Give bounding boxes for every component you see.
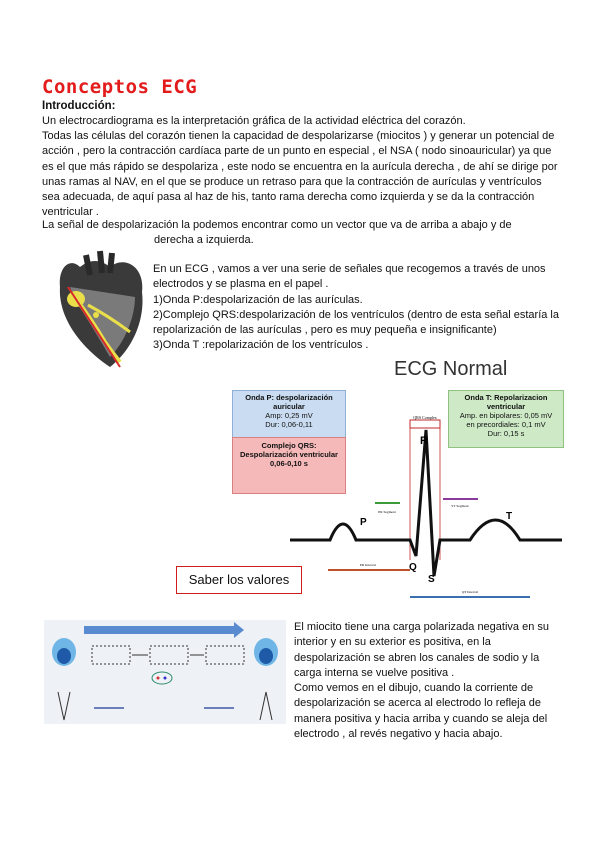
t-wave-box-dur: Dur: 0,15 s bbox=[487, 429, 525, 438]
p-wave-box-dur: Dur: 0,06-0,11 bbox=[265, 420, 313, 429]
list-item: 2)Complejo QRS:despolarización de los ventrículos (dentro de esta señal estaría la repolarización de las aurículas , pero es muy pequeña e insignificante) bbox=[153, 308, 559, 337]
q-wave-label: Q bbox=[409, 562, 417, 573]
t-wave-box-amp1: Amp. en bipolares: 0,05 mV bbox=[459, 411, 553, 420]
qrs-bracket bbox=[410, 420, 440, 428]
p-wave-box-title: Onda P: despolarización auricular bbox=[245, 393, 333, 411]
paragraph-vector: La señal de despolarización la podemos encontrar como un vector que va de arriba a abajo y de bbox=[42, 219, 512, 231]
t-wave-box-amp2: en precordiales: 0,1 mV bbox=[466, 420, 546, 429]
p-wave-box-amp: Amp: 0,25 mV bbox=[265, 411, 313, 420]
ecg-waveform bbox=[290, 430, 562, 576]
p-wave-label: P bbox=[360, 517, 367, 528]
intro-heading: Introducción: bbox=[42, 100, 116, 112]
ecg-signal-list bbox=[153, 262, 563, 354]
paragraph-vector-cont: derecha a izquierda. bbox=[154, 234, 254, 246]
r-wave-label: R bbox=[420, 435, 428, 447]
depolarization-arrow-bar bbox=[84, 626, 234, 634]
qrs-complex-label: QRS Complex bbox=[413, 415, 437, 420]
list-item: 3)Onda T :repolarización de los ventrículos . bbox=[153, 339, 369, 352]
myocyte-depolarization-illustration bbox=[44, 620, 286, 724]
s-wave-label: S bbox=[428, 574, 435, 585]
pr-segment-label: PR Segment bbox=[378, 510, 396, 514]
qt-interval-label: QT Interval bbox=[461, 590, 479, 594]
paragraph-intro: Un electrocardiograma es la interpretación gráfica de la actividad eléctrica del corazón. bbox=[42, 115, 466, 127]
saber-valores-callout: Saber los valores bbox=[176, 566, 302, 594]
myocyte-explanation bbox=[294, 620, 556, 742]
paragraph-conduction: Todas las células del corazón tienen la capacidad de despolarizarse (miocitos ) y generar un potencial de acción , pero la contracción cardíaca parte de un punto en especial , el NSA ( nodo sinoauricular) ya que es el que más rápido se despolariza , este nodo se encuentra en la aurícula derecha , de ahí se dirige por unas ramas al NAV, en el que se produce un retraso para que la contracción de aurículas y ventrículos sea adecuada, de aquí pasa al haz de his, tanto rama derecha como izquierda y se da la contracción ventricular . bbox=[42, 130, 558, 219]
st-segment-label: ST Segment bbox=[451, 504, 469, 508]
qrs-box-title: Complejo QRS: Despolarización ventricular bbox=[240, 441, 338, 459]
paragraph-electrode-direction: Como vemos en el dibujo, cuando la corriente de despolarización se acerca al electrodo lo refleja de manera positiva y hacia arriba y cuando se aleja del electrodo , al revés negativo y hacia abajo. bbox=[294, 682, 548, 741]
heart-illustration bbox=[50, 247, 150, 372]
t-wave-label: T bbox=[506, 511, 513, 522]
ecg-figure-title: ECG Normal bbox=[394, 358, 508, 380]
paragraph-myocyte-charge: El miocito tiene una carga polarizada negativa en su interior y en su exterior es positiva, en la despolarización se abren los canales de sodio y la carga interna se vuelve positiva . bbox=[294, 621, 549, 679]
list-item: 1)Onda P:despolarización de las aurículas. bbox=[153, 293, 363, 306]
pr-interval-label: PR Interval bbox=[359, 563, 377, 567]
ecg-trace-diagram bbox=[230, 352, 568, 600]
list-intro: En un ECG , vamos a ver una serie de señales que recogemos a través de unos electrodos y se plasma en el papel . bbox=[153, 263, 546, 291]
t-wave-box-title: Onda T: Repolarizacion ventricular bbox=[464, 393, 548, 411]
page-title: Conceptos ECG bbox=[42, 76, 198, 98]
qrs-box-dur: 0,06-0,10 s bbox=[270, 459, 308, 468]
